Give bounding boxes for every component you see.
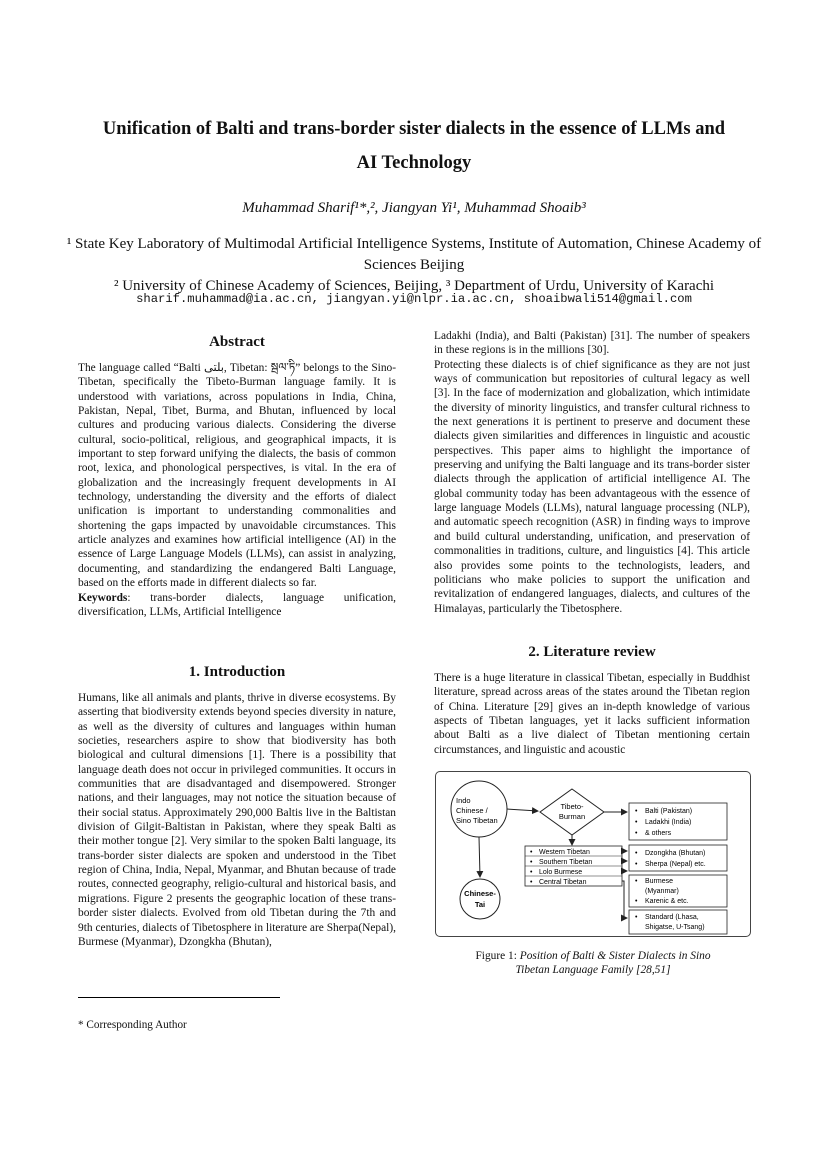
subgroup-western-tibetan: Western Tibetan <box>539 849 590 856</box>
dialect-others: & others <box>645 830 672 837</box>
dialect-dzongkha: Dzongkha (Bhutan) <box>645 850 706 857</box>
caption-label: Figure 1: <box>475 950 520 962</box>
bullet: • <box>530 879 533 886</box>
bullet: • <box>635 878 638 885</box>
subgroup-lolo-burmese: Lolo Burmese <box>539 869 583 876</box>
dialect-standard: Standard (Lhasa, <box>645 914 699 921</box>
dialect-burmese-country: (Myanmar) <box>645 888 679 895</box>
caption-text-2: Tibetan Language Family [28,51] <box>515 964 671 977</box>
literature-review-body <box>434 671 750 757</box>
subgroup-southern-tibetan: Southern Tibetan <box>539 859 593 866</box>
bullet: • <box>530 849 533 856</box>
footnote: * Corresponding Author <box>78 1019 187 1031</box>
node-chinese-tai-label-2: Tai <box>474 900 486 909</box>
abstract-heading: Abstract <box>209 334 265 350</box>
keywords-text: : trans-border dialects, language unification, diversification, LLMs, Artificial Intelligence <box>78 591 396 618</box>
right-column-body <box>434 329 750 616</box>
dialect-sherpa: Sherpa (Nepal) etc. <box>645 861 706 868</box>
bullet: • <box>530 859 533 866</box>
subgroup-central-tibetan: Central Tibetan <box>539 879 587 886</box>
introduction-body <box>78 691 396 949</box>
figure-1 <box>435 771 751 937</box>
dialect-balti: Balti (Pakistan) <box>645 808 693 815</box>
introduction-heading: 1. Introduction <box>188 664 286 680</box>
paper-title <box>60 112 768 180</box>
dialect-karenic: Karenic & etc. <box>645 898 689 905</box>
author-emails: sharif.muhammad@ia.ac.cn, jiangyan.yi@nlpr.ia.ac.cn, shoaibwali514@gmail.com <box>136 292 692 306</box>
node-tibeto-burman-label-2: Burman <box>558 812 586 821</box>
bullet: • <box>635 898 638 905</box>
literature-review-heading: 2. Literature review <box>528 644 656 660</box>
caption-text-1: Position of Balti & Sister Dialects in Sino <box>519 950 711 962</box>
bullet: • <box>635 861 638 868</box>
node-indo-chinese-label-2: Chinese / <box>456 806 488 815</box>
title-line-1: Unification of Balti and trans-border sister dialects in the essence of LLMs and <box>102 119 726 139</box>
bullet: • <box>635 808 638 815</box>
arrow-indo-to-chinese-tai <box>479 837 480 877</box>
bullet: • <box>635 830 638 837</box>
figure-1-caption <box>435 949 751 978</box>
bullet: • <box>635 850 638 857</box>
keywords-label: Keywords <box>78 591 128 604</box>
dialect-standard-regions: Shigatse, U-Tsang) <box>645 924 705 931</box>
bullet: • <box>530 869 533 876</box>
bullet: • <box>635 914 638 921</box>
affiliation-2: ² University of Chinese Academy of Sciences, Beijing, ³ Department of Urdu, University of Karachi <box>113 278 715 294</box>
node-tibeto-burman-label-1: Tibeto- <box>560 802 584 811</box>
dialect-ladakhi: Ladakhi (India) <box>645 819 692 826</box>
affiliation-1: ¹ State Key Laboratory of Multimodal Artificial Intelligence Systems, Institute of Automation, Chinese Academy of Sciences Beijing <box>66 236 762 273</box>
arrow-indo-to-tibeto <box>507 809 538 811</box>
language-family-diagram <box>436 772 752 938</box>
node-chinese-tai <box>460 879 500 919</box>
node-chinese-tai-label-1: Chinese- <box>464 889 496 898</box>
intro-continued: Ladakhi (India), and Balti (Pakistan) [31]. The number of speakers in these regions is in the millions [30]. <box>434 330 750 357</box>
bullet: • <box>635 819 638 826</box>
node-indo-chinese-label-1: Indo <box>456 796 471 805</box>
title-line-2: AI Technology <box>356 153 472 173</box>
keywords <box>78 591 396 620</box>
authors: Muhammad Sharif¹*,², Jiangyan Yi¹, Muhammad Shoaib³ <box>242 200 586 216</box>
footnote-rule <box>78 997 280 998</box>
introduction-text: Humans, like all animals and plants, thrive in diverse ecosystems. By asserting that biodiversity extends beyond species diversity in nature, as well as the diversity of cultures and languages within human societies, researchers aspire to show that biodiversity has both biological and cultural dimensions [1]. There is a possibility that language death does not occur in privileged communities. It occurs in communities that are disadvantaged and disempowered. Stronger nations, and their languages, may not notice the situation because of their social status. Approximately 290,000 Baltis live in the Baltistan division of Gilgit-Baltistan in Pakistan, where they speak Balti as their mother tongue [2]. Very similar to the spoken Balti language, its trans-border sister dialects are spoken and understood in the Tibet region of China, India, Nepal, Myanmar, and Bhutan because of trade routes, connected geography, religio-cultural and historical basis, and migrations. Figure 2 presents the geographic location of these trans-border sister dialects. Evolved from old Tibetan during the 7th and 9th centuries, dialects of Tibetosphere in literature are Sherpa(Nepal), Burmese (Myanmar), Dzongkha (Bhutan), <box>78 692 396 948</box>
abstract-body <box>78 361 396 619</box>
dialect-burmese: Burmese <box>645 878 674 885</box>
abstract-text: The language called “Balti بلتی, Tibetan: སྦལ་ཏི” belongs to the Sino-Tibetan, specifically the Tibeto-Burman language family. It is understood with variations, across populations in India, China, Pakistan, Nepal, Tibet, Burma, and Bhutan, influenced by local cultures and producing various dialects. Considering the diverse cultural, socio-political, religious, and geographical impacts, it is important to step forward unifying the dialects, the basis of common root, lexica, and phonological perspectives, is vital. In the era of globalization and the increasingly frequent developments in AI technology, understanding the diversity and the efforts of dialect unification is important to understanding commonalities and shortening the gaps impacted by unavoidable circumstances. This article analyzes and examines how artificial intelligence (AI) in the essence of Large Language Models (LLMs), can assist in analyzing, documenting, and standardizing the endangered Balti Language, based on the efforts made in different dialects so far. <box>78 362 397 590</box>
node-indo-chinese-label-3: Sino Tibetan <box>456 816 498 825</box>
literature-review-text: There is a huge literature in classical Tibetan, especially in Buddhist literature, spread across areas of the states around the Tibetan region of China. Literature [29] gives an in-depth knowledge of various aspects of Tibetan languages, yet it lacks sufficient information about Balti as a live dialect of Tibetan mentioning certain circumstances, and linguistic and acoustic <box>434 672 750 756</box>
intro-paragraph-2: Protecting these dialects is of chief significance as they are not just ways of communication but repositories of cultural legacy as well [3]. In the face of modernization and globalization, which intimidate the diversity of minority linguistics, and transfer cultural richness to the next generations it is pertinent to preserve and document these dialects given similarities and differences in linguistic and acoustic perspectives. This paper aims to highlight the importance of preserving and unifying the Balti language and its trans-border sister dialects through the application of artificial intelligence AI. The global community today has been advantageous with the essence of large language Models (LLMs), natural language processing (NLP), and automatic speech recognition (ASR) in finding ways to improve and build cultural understanding, unification, and preservation of commonalities in traditions, culture, and linguistics [4]. This article also provides some points to the technologists, leaders, and politicians who make policies to support the unification and revitalization of endangered languages, dialects, and cultures of the Himalayas, particularly the Tibetosphere. <box>434 358 750 615</box>
